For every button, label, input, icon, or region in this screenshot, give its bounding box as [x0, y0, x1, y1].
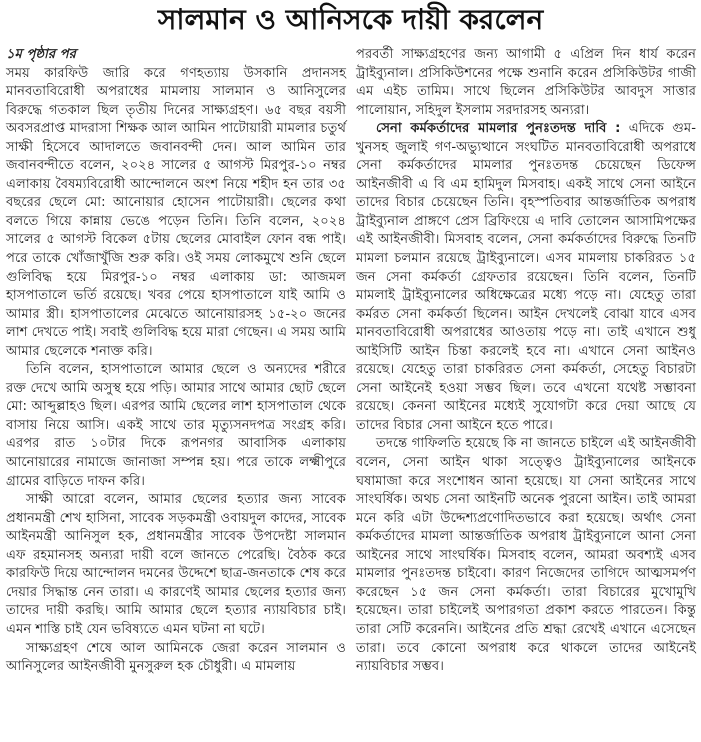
subheading: সেনা কর্মকর্তাদের মামলার পুনঃতদন্ত দাবি :: [376, 121, 621, 137]
right-column: [356, 46, 696, 677]
paragraph: সময় কারফিউ জারি করে গণহত্যায় উসকানি প্রদানসহ মানবতাবিরোধী অপরাধের মামলায় সালমান ও আনিসুলের বিরুদ্ধে গতকাল ছিল তৃতীয় দিনের সাক্ষ্যগ্রহণ। ৬৫ বছর বয়সী অবসরপ্রাপ্ত মাদরাসা শিক্ষক আল আমিন পাটোয়ারী মামলার চতুর্থ সাক্ষী হিসেবে আদালতে জবানবন্দী দেন। আল আমিন তার জবানবন্দীতে বলেন, ২০২৪ সালের ৫ আগস্ট মিরপুর-১০ নম্বর এলাকায় বৈষম্যবিরোধী আন্দোলনে অংশ নিয়ে শহীদ হন তার ৩৫ বছরের ছেলে মো: আনোয়ার হোসেন পাটোয়ারী। ছেলের কথা বলতে গিয়ে কান্নায় ভেঙে পড়েন তিনি। তিনি বলেন, ২০২৪ সালের ৫ আগস্ট বিকেল ৫টায় ছেলের মোবাইল ফোন বন্ধ পাই। পরে তাকে খোঁজাখুঁজি শুরু করি। ওই সময় লোকমুখে শুনি ছেলে গুলিবিদ্ধ হয়ে মিরপুর-১০ নম্বর এলাকায় ডা: আজমল হাসপাতালে ভর্তি রয়েছে। খবর পেয়ে হাসপাতালে যাই আমি ও আমার স্ত্রী। হাসপাতালের মেঝেতে আনোয়ারসহ ১৫-২০ জনের লাশ দেখতে পাই। সবাই গুলিবিদ্ধ হয়ে মারা গেছেন। এ সময় আমি আমার ছেলেকে শনাক্ত করি।: [6, 65, 346, 359]
headline: সালমান ও আনিসকে দায়ী করলেন: [157, 3, 544, 36]
continued-from-label: ১ম পৃষ্ঠার পর: [6, 47, 76, 62]
paragraph: সাক্ষ্যগ্রহণ শেষে আল আমিনকে জেরা করেন সালমান ও আনিসুলের আইনজীবী মুনসুরুল হক চৌধুরী। এ মামলায়: [6, 640, 346, 675]
paragraph: সাক্ষী আরো বলেন, আমার ছেলের হত্যার জন্য সাবেক প্রধানমন্ত্রী শেখ হাসিনা, সাবেক সড়কমন্ত্রী ওবায়দুল কাদের, সাবেক আইনমন্ত্রী আনিসুল হক, প্রধানমন্ত্রীর সাবেক উপদেষ্টা সালমান এফ রহমানসহ অন্যরা দায়ী বলে জানতে পেরেছি। বৈঠক করে কারফিউ দিয়ে আন্দোলন দমনের উদ্দেশে ছাত্র-জনতাকে শেষ করে দেয়ার সিদ্ধান্ত নেন তারা। এ কারণেই আমার ছেলের হত্যার জন্য তাদের দায়ী করছি। আমি আমার ছেলে হত্যার ন্যায়বিচার চাই। এমন শাস্তি চাই যেন ভবিষ্যতে এমন ঘটনা না ঘটে।: [6, 492, 346, 637]
paragraph: পরবর্তী সাক্ষ্যগ্রহণের জন্য আগামী ৫ এপ্রিল দিন ধার্য করেন ট্রাইব্যুনাল। প্রসিকিউশনের পক্ষে শুনানি করেন প্রসিকিউটর গাজী এম এইচ তামিম। সাথে ছিলেন প্রসিকিউটর আবদুস সাত্তার পালোয়ান, সহিদুল ইসলাম সরদারসহ অন্যরা।: [356, 47, 696, 118]
paragraph: তদন্তে গাফিলতি হয়েছে কি না জানতে চাইলে এই আইনজীবী বলেন, সেনা আইন থাকা সত্ত্বেও ট্রাইব্যুনালের আইনকে ঘষামাজা করে সংশোধন আনা হয়েছে। যা সেনা আইনের সাথে সাংঘর্ষিক। অথচ সেনা আইনটি অনেক পুরনো আইন। তাই আমরা মনে করি এটা উদ্দেশ্যপ্রণোদিতভাবে করা হয়েছে। অর্থাৎ সেনা কর্মকর্তাদের মামলা আন্তর্জাতিক অপরাধ ট্রাইব্যুনালে আনা সেনা আইনের সাথে সাংঘর্ষিক। মিসবাহ বলেন, আমরা অবশ্যই এসব মামলার পুনঃতদন্ত চাইবো। কারণ নিজেদের তাগিদে আত্মসমর্পণ করেছেন ১৫ জন সেনা কর্মকর্তা। তারা বিচারের মুখোমুখি হয়েছেন। তারা চাইলেই অপারগতা প্রকাশ করতে পারতেন। কিন্তু তারা সেটি করেননি। আইনের প্রতি শ্রদ্ধা রেখেই এখানে এসেছেন তারা। তবে কোনো অপরাধ করে থাকলে তাদের আইনেই ন্যায়বিচার সম্ভব।: [356, 436, 696, 675]
left-column: [6, 46, 346, 677]
paragraph: তিনি বলেন, হাসপাতালে আমার ছেলে ও অন্যদের শরীরে রক্ত দেখে আমি অসুস্থ হয়ে পড়ি। আমার সাথে আমার ছোট ছেলে মো: আব্দুল্লাহও ছিল। এরপর আমি ছেলের লাশ হাসপাতাল থেকে বাসায় নিয়ে আসি। একই সাথে তার মৃত্যুসনদপত্র সংগ্রহ করি। এরপর রাত ১০টার দিকে রূপনগর আবাসিক এলাকায় আনোয়ারের নামাজে জানাজা সম্পন্ন হয়। পরে তাকে লক্ষ্মীপুরে গ্রামের বাড়িতে দাফন করি।: [6, 362, 346, 489]
paragraph-text: এদিকে গুম-খুনসহ জুলাই গণ-অভ্যুত্থানে সংঘটিত মানবতাবিরোধী অপরাধে সেনা কর্মকর্তাদের মামলার পুনঃতদন্ত চেয়েছেন ডিফেন্স আইনজীবী এ বি এম হামিদুল মিসবাহ। একই সাথে সেনা আইনে তাদের বিচার চেয়েছেন তিনি। বৃহস্পতিবার আন্তর্জাতিক অপরাধ ট্রাইব্যুনাল প্রাঙ্গণে প্রেস ব্রিফিংয়ে এ দাবি তোলেন আসামিপক্ষের এই আইনজীবী। মিসবাহ বলেন, সেনা কর্মকর্তাদের বিরুদ্ধে তিনটি মামলা চলমান রয়েছে ট্রাইব্যুনালে। এসব মামলায় চাকরিরত ১৫ জন সেনা কর্মকর্তা গ্রেফতার রয়েছেন। তিনি বলেন, তিনটি মামলাই ট্রাইব্যুনালের অধিক্ষেত্রের মধ্যে পড়ে না। যেহেতু তারা কর্মরত সেনা কর্মকর্তা ছিলেন। আইন দেখলেই বোঝা যাবে এসব মানবতাবিরোধী অপরাধের আওতায় পড়ে না। তাই এখানে শুধু আইসিটি আইন চিন্তা করলেই হবে না। এখানে সেনা আইনও রয়েছে। যেহেতু তারা চাকরিরত সেনা কর্মকর্তা, সেহেতু বিচারটা সেনা আইনেই হওয়া সম্ভব ছিল। তবে এখনো যথেষ্ট সম্ভাবনা রয়েছে। কেননা আইনের মধ্যেই সুযোগটা করে দেয়া আছে যে তাদের বিচার সেনা আইনে হতে পারে।: [356, 121, 696, 433]
subhead-paragraph: [356, 120, 696, 435]
